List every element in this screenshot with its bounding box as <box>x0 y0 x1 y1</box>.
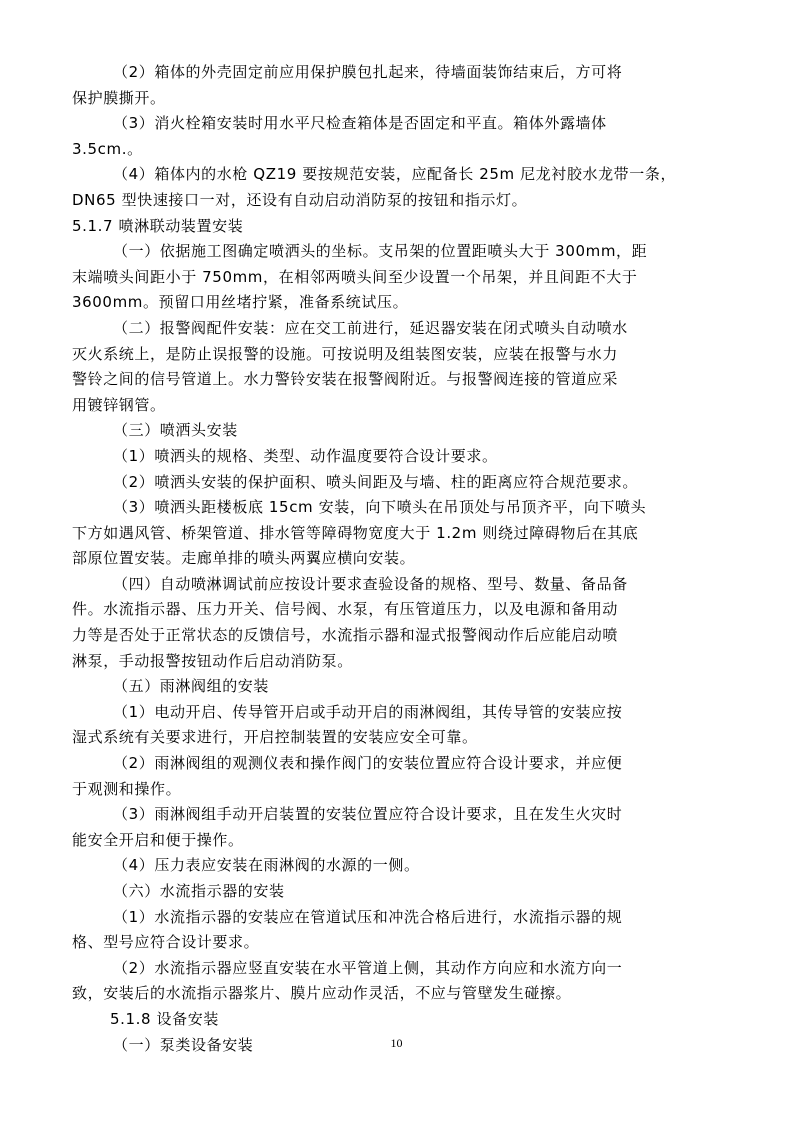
text-line: 件。水流指示器、压力开关、信号阀、水泵，有压管道压力，以及电源和备用动 <box>72 600 619 619</box>
text-line: 力等是否处于正常状态的反馈信号，水流指示器和湿式报警阀动作后应能启动喷 <box>72 626 619 645</box>
text-line: 保护膜撕开。 <box>72 88 166 107</box>
text-line: （一）泵类设备安装 <box>113 1035 254 1054</box>
text-line: （4）箱体内的水枪 QZ19 要按规范安装，应配备长 25m 尼龙衬胶水龙带一条， <box>113 165 677 184</box>
text-line: （2）喷洒头安装的保护面积、喷头间距及与墙、柱的距离应符合规范要求。 <box>113 472 638 491</box>
text-line: 用镀锌钢管。 <box>72 395 166 414</box>
text-line: 3600mm。预留口用丝堵拧紧，准备系统试压。 <box>72 293 409 312</box>
text-line: （2）箱体的外壳固定前应用保护膜包扎起来，待墙面装饰结束后，方可将 <box>113 63 623 81</box>
text-line: DN65 型快速接口一对，还设有自动启动消防泵的按钮和指示灯。 <box>72 190 528 209</box>
text-line: 灭火系统上，是防止误报警的设施。可按说明及组装图安装，应装在报警与水力 <box>72 344 619 363</box>
text-line: （2）水流指示器应竖直安装在水平管道上侧，其动作方向应和水流方向一 <box>113 958 623 977</box>
text-line: （一）依据施工图确定喷洒头的坐标。支吊架的位置距喷头大于 300mm，距 <box>113 242 648 261</box>
text-line: 格、型号应符合设计要求。 <box>72 933 260 952</box>
body-text <box>72 60 722 1058</box>
text-line: （四）自动喷淋调试前应按设计要求查验设备的规格、型号、数量、备品备 <box>113 574 628 593</box>
text-line: 部原位置安装。走廊单排的喷头两翼应横向安装。 <box>72 549 416 568</box>
text-line: （二）报警阀配件安装：应在交工前进行，延迟器安装在闭式喷头自动喷水 <box>113 318 628 337</box>
text-line: 末端喷头间距小于 750mm，在相邻两喷头间至少设置一个吊架，并且间距不大于 <box>72 267 638 286</box>
text-line: 于观测和操作。 <box>72 779 182 798</box>
text-line: （五）雨淋阀组的安装 <box>113 677 270 696</box>
text-line: （1）水流指示器的安装应在管道试压和冲洗合格后进行，水流指示器的规 <box>113 907 623 926</box>
text-line: 下方如遇风管、桥架管道、排水管等障碍物宽度大于 1.2m 则绕过障碍物后在其底 <box>72 523 639 542</box>
text-line: 能安全开启和便于操作。 <box>72 830 244 849</box>
text-line: 3.5cm.。 <box>72 139 143 158</box>
text-line: （3）消火栓箱安装时用水平尺检查箱体是否固定和平直。箱体外露墙体 <box>113 114 607 133</box>
text-line: （3）雨淋阀组手动开启装置的安装位置应符合设计要求，且在发生火灾时 <box>113 805 623 824</box>
text-line: 5.1.7 喷淋联动装置安装 <box>72 216 244 235</box>
text-line: 警铃之间的信号管道上。水力警铃安装在报警阀附近。与报警阀连接的管道应采 <box>72 370 619 389</box>
page-number: 10 <box>390 1036 403 1050</box>
text-line: （2）雨淋阀组的观测仪表和操作阀门的安装位置应符合设计要求，并应便 <box>113 754 623 773</box>
text-line: （1）电动开启、传导管开启或手动开启的雨淋阀组，其传导管的安装应按 <box>113 702 623 721</box>
text-line: （3）喷洒头距楼板底 15cm 安装，向下喷头在吊顶处与吊顶齐平，向下喷头 <box>113 498 647 517</box>
text-line: （三）喷洒头安装 <box>113 421 238 440</box>
text-line: 湿式系统有关要求进行，开启控制装置的安装应安全可靠。 <box>72 728 478 747</box>
text-line: （六）水流指示器的安装 <box>113 882 285 900</box>
text-line: 致，安装后的水流指示器浆片、膜片应动作灵活，不应与管壁发生碰擦。 <box>72 984 572 1003</box>
text-line: 5.1.8 设备安装 <box>110 1009 219 1028</box>
text-line: （1）喷洒头的规格、类型、动作温度要符合设计要求。 <box>113 446 498 465</box>
text-line: （4）压力表应安装在雨淋阀的水源的一侧。 <box>113 856 420 875</box>
text-line: 淋泵，手动报警按钮动作后启动消防泵。 <box>72 651 353 670</box>
